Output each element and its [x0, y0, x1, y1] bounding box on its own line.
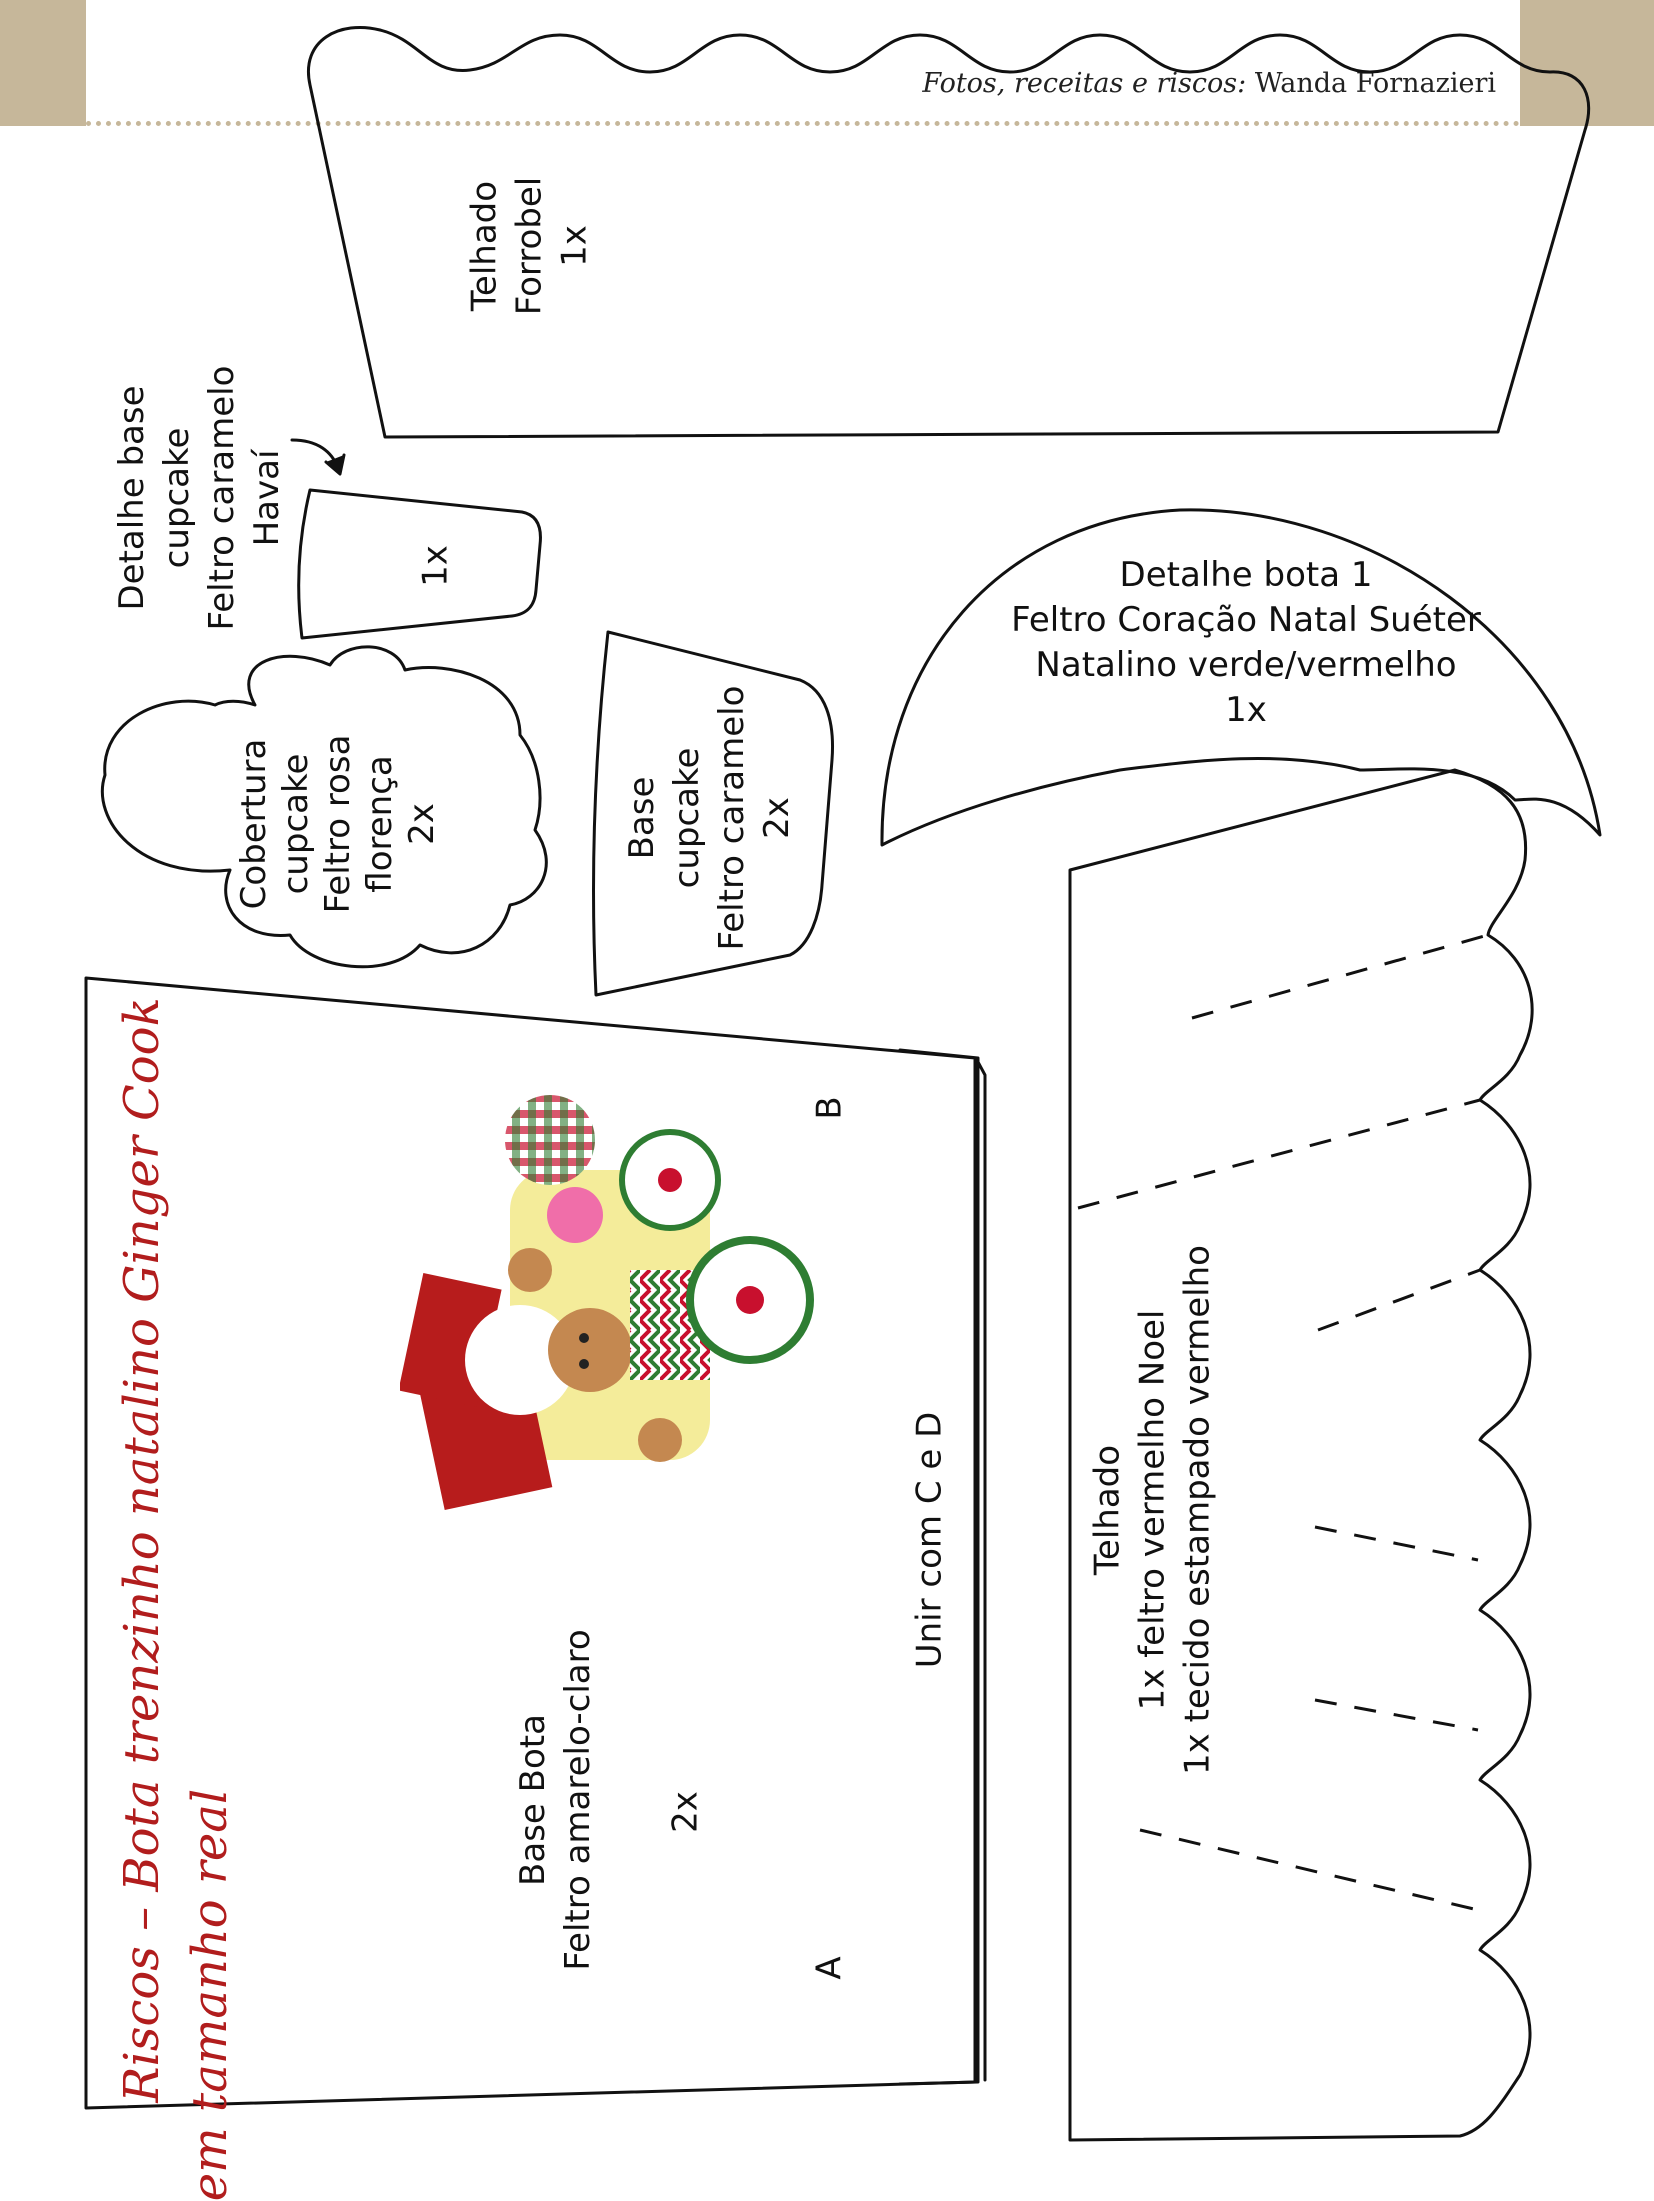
page-subtitle: em tamanho real	[182, 1788, 238, 2201]
label-base-cupcake	[620, 686, 800, 951]
label-detalhe-base-qty: 1x	[415, 545, 456, 587]
mark-a: A	[809, 1956, 850, 1980]
label-line: Feltro amarelo-claro	[558, 1629, 598, 1971]
mark-b: B	[809, 1096, 850, 1120]
label-telhado	[1086, 1245, 1221, 1775]
label-line: 2x	[402, 803, 442, 845]
label-line: Havaí	[247, 449, 287, 547]
label-line: 1x feltro vermelho Noel	[1132, 1309, 1173, 1711]
label-line: Feltro Coração Natal Suéter	[1011, 600, 1481, 640]
label-line: 1x tecido estampado vermelho	[1177, 1245, 1218, 1775]
seam-line-4	[1315, 1527, 1478, 1560]
label-line: Feltro caramelo	[202, 365, 242, 631]
label-detalhe-base-cupcake	[110, 366, 290, 631]
label-base-bota-qty: 2x	[665, 1791, 706, 1833]
page-title: Riscos – Bota trenzinho natalino Ginger Cook	[114, 997, 170, 2103]
seam-line-2	[1078, 1100, 1480, 1208]
arrow-head	[326, 455, 344, 474]
label-line: 2x	[757, 797, 797, 839]
label-line: Feltro caramelo	[712, 685, 752, 951]
label-line: Forrobel	[509, 176, 550, 316]
label-line: Telhado	[464, 180, 505, 312]
label-cobertura-cupcake	[233, 735, 443, 914]
credit-author: Wanda Fornazieri	[1254, 68, 1496, 99]
label-line: 1x	[554, 225, 595, 267]
label-line: Feltro rosa	[318, 734, 358, 914]
label-detalhe-bota	[1011, 553, 1481, 733]
label-line: cupcake	[157, 427, 197, 569]
label-line: Natalino verde/vermelho	[1035, 645, 1457, 685]
label-telhado-forrobel	[463, 177, 598, 316]
seam-line-6	[1140, 1830, 1478, 1910]
label-base-bota	[511, 1629, 601, 1970]
label-line: Telhado	[1087, 1444, 1128, 1576]
label-join-instruction: Unir com C e D	[909, 1411, 950, 1669]
label-line: Base	[622, 776, 662, 860]
label-line: Detalhe bota 1	[1119, 555, 1373, 595]
label-line: Detalhe base	[112, 385, 152, 611]
seam-line-5	[1315, 1700, 1478, 1730]
label-line: cupcake	[667, 747, 707, 889]
credit-label: Fotos, receitas e riscos:	[922, 68, 1247, 99]
label-line: 1x	[1225, 690, 1267, 730]
seam-line-1	[1192, 935, 1488, 1018]
label-line: Cobertura	[234, 738, 274, 910]
label-line: cupcake	[276, 753, 316, 895]
seam-line-3	[1318, 1270, 1480, 1330]
label-line: florença	[360, 755, 400, 893]
label-line: Base Bota	[513, 1714, 553, 1886]
stocking-illustration	[400, 1070, 820, 1550]
